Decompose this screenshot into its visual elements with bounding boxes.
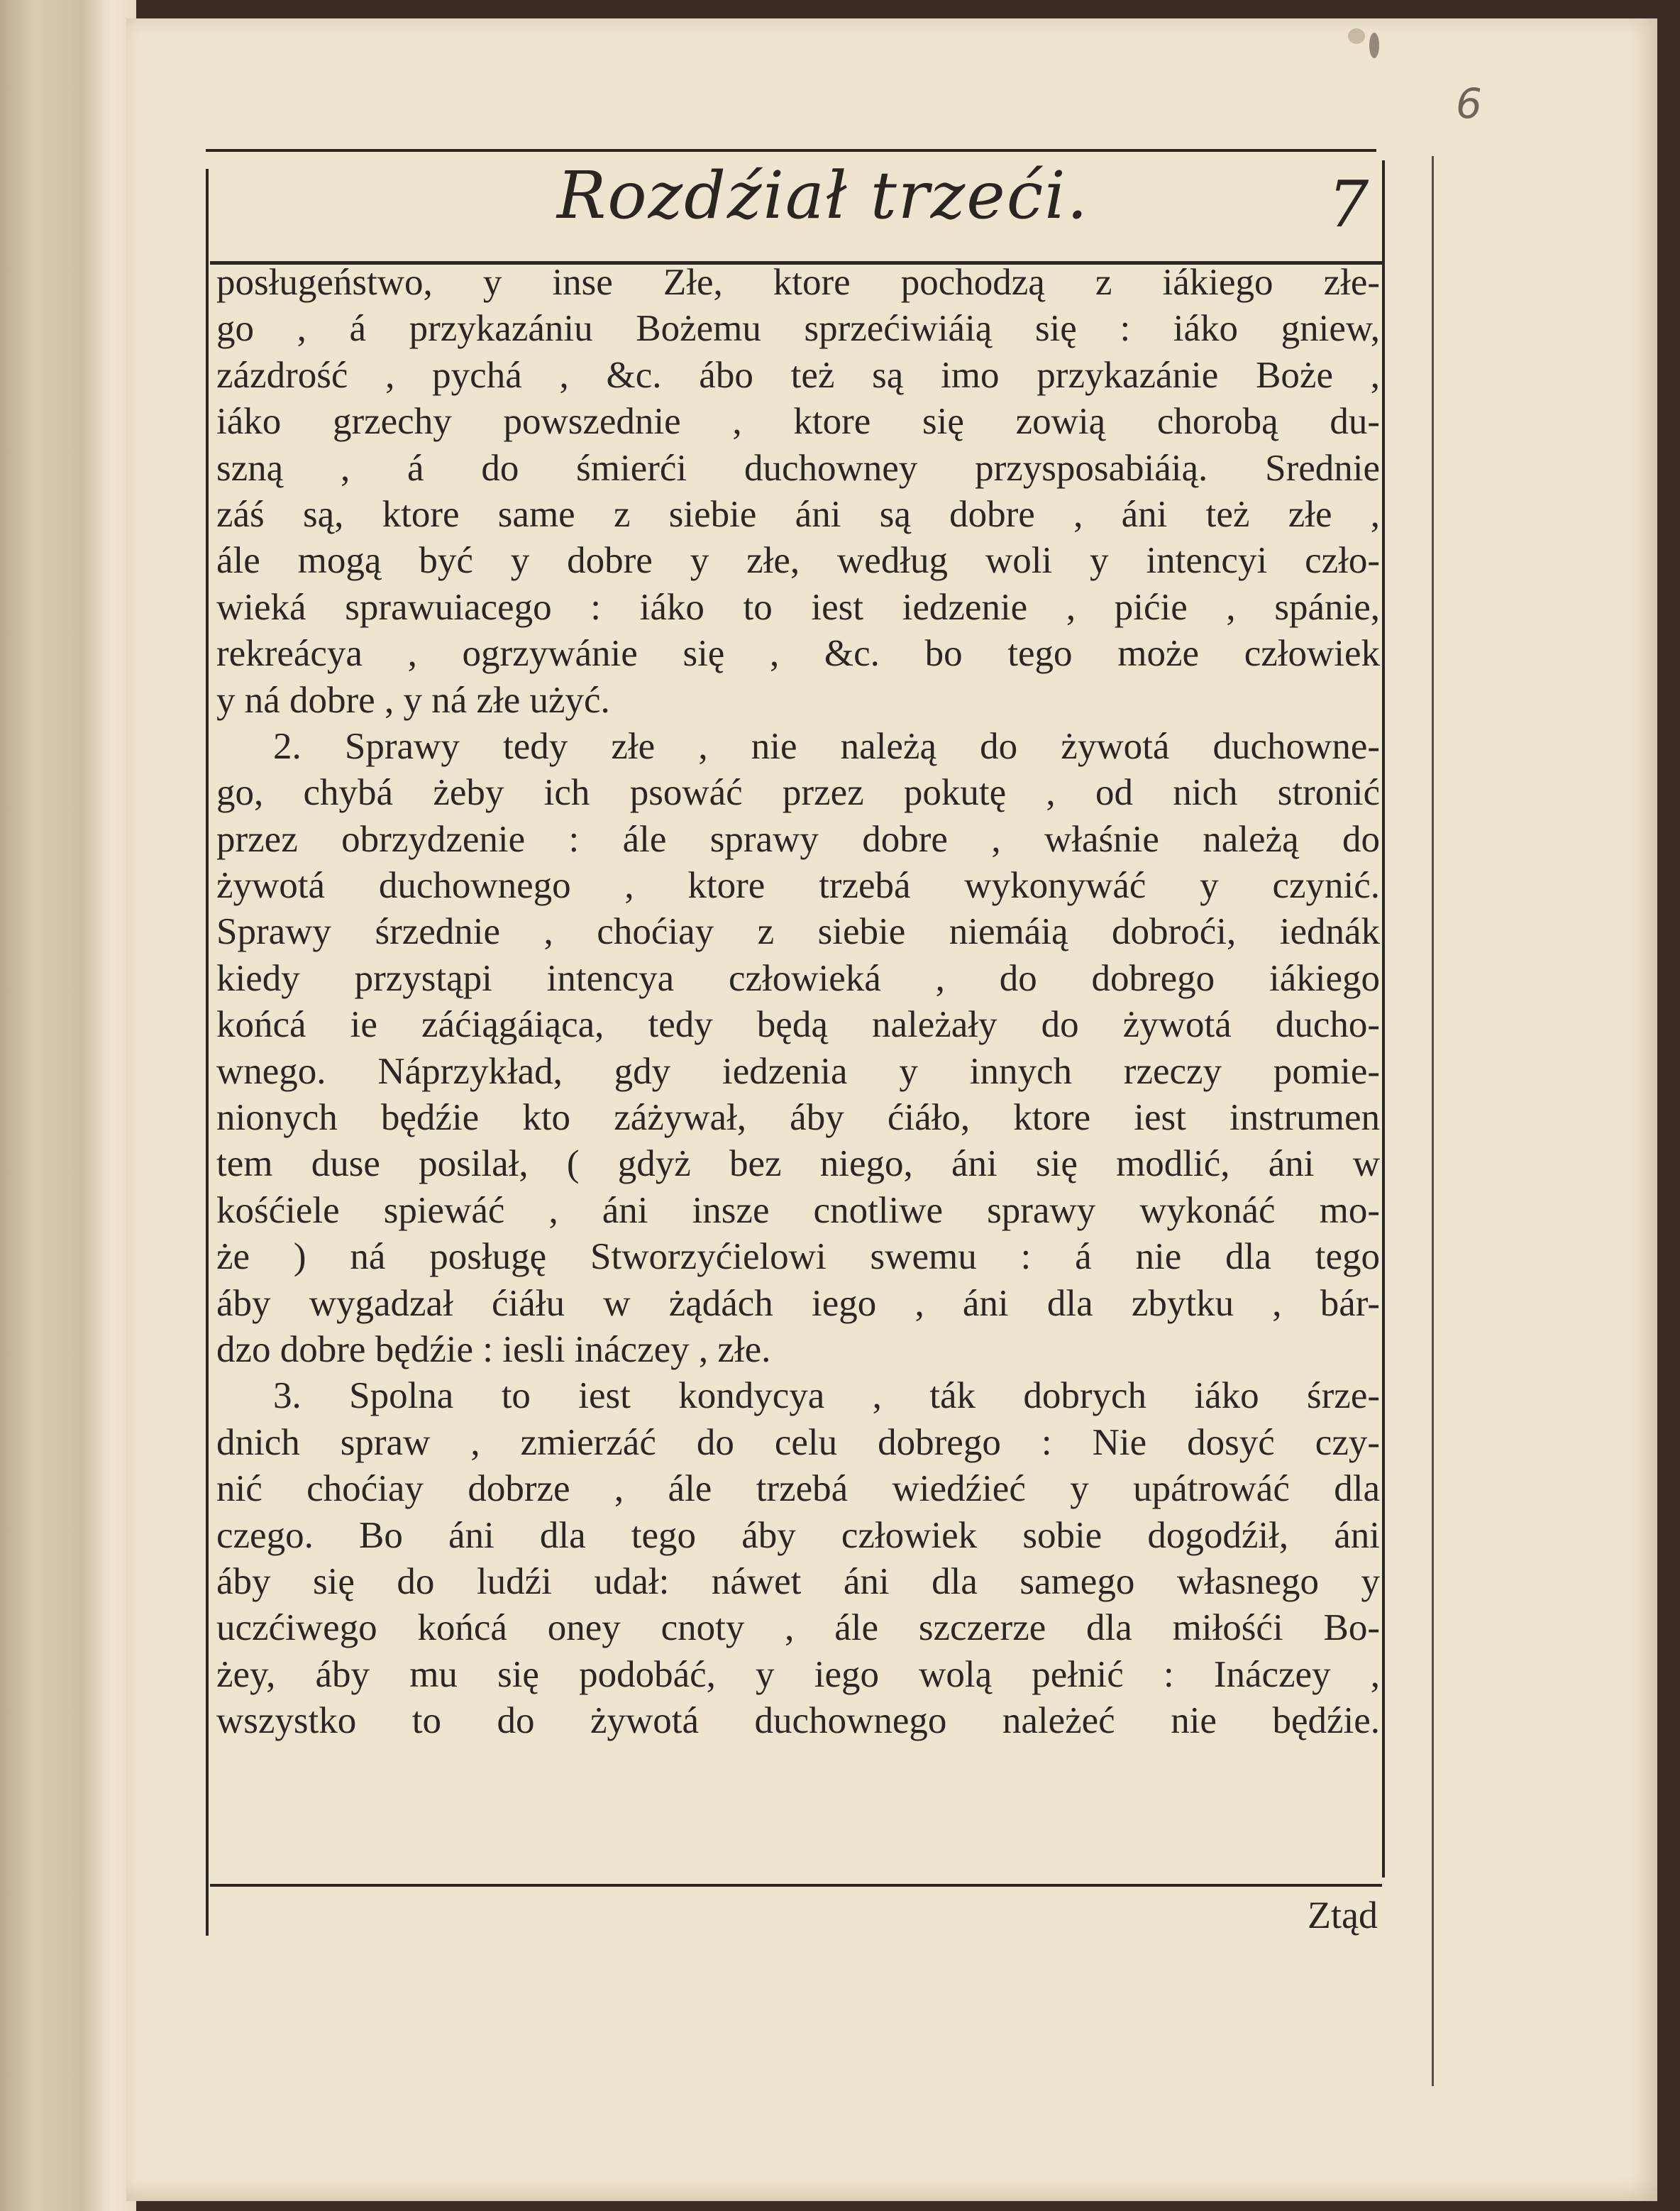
text-line: Sprawy śrzednie , choćiay z siebie niemáią dobroći, iednák [216, 911, 1380, 953]
text-line: wieká sprawuiacego : iáko to iest iedzenie , pićie , spánie, [216, 586, 1380, 628]
frame-right-outer-rule [1432, 156, 1434, 2086]
ink-stain [1369, 33, 1379, 58]
text-line: 2. Sprawy tedy złe , nie należą do żywotá duchowne- [273, 725, 1380, 767]
text-line: uczćiwego końcá oney cnoty , ále szczerze dla miłośći Bo- [216, 1607, 1380, 1649]
text-line: wnego. Náprzykład, gdy iedzenia y innych rzeczy pomie- [216, 1050, 1380, 1092]
text-line: szną , á do śmierći duchowney przysposabiáią. Srednie [216, 447, 1380, 489]
pencil-folio-note: 6 [1456, 79, 1482, 128]
frame-top-rule [206, 149, 1376, 152]
ink-stain [1348, 28, 1365, 44]
frame-left-rule [206, 169, 209, 1936]
text-line: czego. Bo áni dla tego áby człowiek sobie dogodźił, áni [216, 1514, 1380, 1556]
text-line: tem duse posilał, ( gdyż bez niego, áni się modlić, áni w [216, 1143, 1380, 1185]
text-line: áby się do ludźi udał: náwet áni dla samego własnego y [216, 1560, 1380, 1602]
text-line: zázdrość , pychá , &c. ábo też są imo przykazánie Boże , [216, 354, 1380, 396]
text-line: y ná dobre , y ná złe użyć. [216, 679, 610, 721]
text-line: go, chybá żeby ich psowáć przez pokutę , od nich stronić [216, 772, 1380, 814]
text-line: końcá ie záćiągáiąca, tedy będą należały do żywotá ducho- [216, 1004, 1380, 1046]
text-line: nić choćiay dobrze , ále trzebá wiedźieć y upátrowáć dla [216, 1468, 1380, 1510]
text-line: 3. Spolna to iest kondycya , ták dobrych iáko śrze- [273, 1375, 1380, 1417]
page-number: 7 [1328, 167, 1369, 242]
text-line: kiedy przystąpi intencya człowieká , do dobrego iákiego [216, 957, 1380, 999]
catchword: Ztąd [1308, 1894, 1378, 1936]
text-line: dnich spraw , zmierzáć do celu dobrego : Nie dosyć czy- [216, 1421, 1380, 1463]
text-line: ále mogą być y dobre y złe, według woli y intencyi czło- [216, 540, 1380, 582]
text-line: posługeństwo, y inse Złe, ktore pochodzą z iákiego złe- [216, 262, 1380, 303]
text-line: áby wygadzał ćiáłu w żądách iego , áni dla zbytku , bár- [216, 1282, 1380, 1324]
text-line: kośćiele spiewáć , áni insze cnotliwe sprawy wykonáć mo- [216, 1189, 1380, 1231]
text-line: rekreácya , ogrzywánie się , &c. bo tego może człowiek [216, 633, 1380, 675]
text-line: záś są, ktore same z siebie áni są dobre , áni też złe , [216, 493, 1380, 535]
text-line: że ) ná posługę Stworzyćielowi swemu : á nie dla tego [216, 1236, 1380, 1278]
frame-right-rule [1382, 160, 1385, 1878]
body-text [216, 260, 1380, 1745]
text-line: żey, áby mu się podobáć, y iego wolą pełnić : Ináczey , [216, 1653, 1380, 1695]
text-line: żywotá duchownego , ktore trzebá wykonywáć y czynić. [216, 865, 1380, 907]
text-line: przez obrzydzenie : ále sprawy dobre , właśnie należą do [216, 818, 1380, 860]
footer-rule [210, 1884, 1382, 1887]
text-line: dzo dobre będźie : iesli ináczey , złe. [216, 1328, 771, 1370]
text-line: wszystko to do żywotá duchownego należeć nie będźie. [216, 1700, 1380, 1742]
text-line: nionych będźie kto záżywał, áby ćiáło, ktore iest instrumen [216, 1097, 1380, 1139]
text-line: go , á przykazániu Bożemu sprzećiwiáią się : iáko gniew, [216, 308, 1380, 350]
running-title: Rozdźiał trzeći. [557, 158, 1089, 233]
facing-page-edge [0, 0, 84, 2211]
text-line: iáko grzechy powszednie , ktore się zowią chorobą du- [216, 401, 1380, 443]
